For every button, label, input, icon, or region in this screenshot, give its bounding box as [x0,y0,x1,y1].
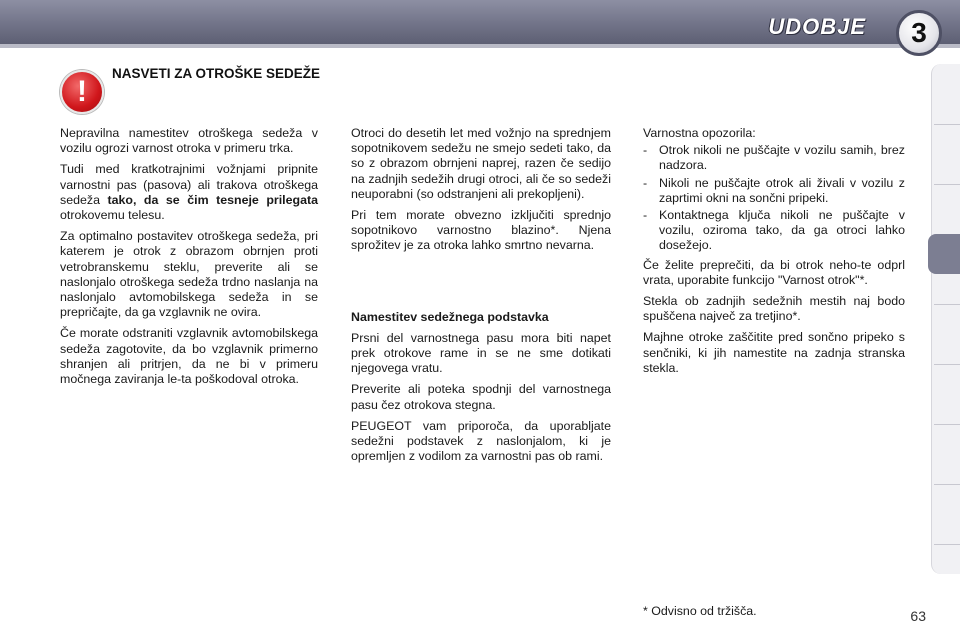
header-divider [0,44,960,48]
chapter-tab[interactable] [934,484,960,485]
chapter-tab[interactable] [934,124,960,125]
chapter-tab[interactable] [934,364,960,365]
text-column-3 [643,126,905,382]
chapter-tab-active[interactable] [928,234,960,274]
text-column-2 [351,126,611,470]
exclamation-warning-icon: ! [60,70,104,114]
paragraph: Majhne otroke zaščitite pred sončno pripeko s senčniki, ki jih namestite na zadnja stranska stekla. [643,330,905,375]
list-item: - Nikoli ne puščajte otrok ali živali v vozilu z zaprtimi okni na sončni pripeki. [643,176,905,206]
footnote: * Odvisno od tržišča. [643,604,757,618]
paragraph: PEUGEOT vam priporoča, da uporabljate sedežni podstavek z naslonjalom, ki je opremljen z vodilom za varnostni pas ob rami. [351,418,611,464]
chapter-number: 3 [911,17,927,48]
paragraph: Če želite preprečiti, da bi otrok neho-te odprl vrata, uporabite funkcijo "Varnost otrok"*. [643,257,905,287]
paragraph: Če morate odstraniti vzglavnik avtomobilskega sedeža zagotovite, da bo vzglavnik primerno shranjen ali pritrjen, da ne bi v primeru močnega zaviranja le-ta poškodoval otroka. [60,326,318,387]
list-item: - Kontaktnega ključa nikoli ne puščajte v vozilu, oziroma tako, da ga otroci lahko dosežejo. [643,208,905,254]
chapter-tabs-rail [931,64,960,574]
paragraph: Prsni del varnostnega pasu mora biti napet prek otrokove rame in se ne sme dotikati njegovega vratu. [351,330,611,376]
chapter-tab[interactable] [934,184,960,185]
paragraph: Tudi med kratkotrajnimi vožnjami pripnite varnostni pas (pasova) ali trakova otroškega sedeža tako, da se čim tesneje prilegata otrokovemu telesu. [60,162,318,223]
chapter-tab[interactable] [934,544,960,545]
emphasis: tako, da se čim tesneje prilegata [107,192,318,207]
paragraph: Nepravilna namestitev otroškega sedeža v vozilu ogrozi varnost otroka v primeru trka. [60,126,318,156]
paragraph: Stekla ob zadnjih sedežnih mestih naj bodo spuščena največ za tretjino*. [643,294,905,324]
subheading: Namestitev sedežnega podstavka [351,309,549,324]
warning-list [643,143,905,253]
chapter-badge [896,10,942,56]
page-number: 63 [910,608,926,624]
paragraph: Otroci do desetih let med vožnjo na sprednjem sopotnikovem sedežu ne smejo sedeti tako, da so z obrazom obrnjeni naprej, razen če sedijo na zadnjih sedežih drugi otroci, ali če so sedeži neuporabni (so odstranjeni ali prekopljeni). [351,126,611,201]
chapter-tab[interactable] [934,304,960,305]
chapter-tab[interactable] [934,424,960,425]
chapter-title: UDOBJE [768,14,866,39]
paragraph: Pri tem morate obvezno izključiti sprednjo sopotnikovo varnostno blazino*. Njena sprožitev je za otroka lahko smrtno nevarna. [351,208,611,253]
paragraph: Preverite ali poteka spodnji del varnostnega pasu čez otrokova stegna. [351,382,611,412]
section-title: NASVETI ZA OTROŠKE SEDEŽE [112,66,321,81]
text-column-1 [60,126,318,393]
list-item: - Otrok nikoli ne puščajte v vozilu samih, brez nadzora. [643,143,905,173]
paragraph: Za optimalno postavitev otroškega sedeža, pri katerem je otrok z obrazom obrnjen proti vetrobranskemu steklu, preverite ali se naslonjalo otroškega sedeža trdno naslanja na naslonjalo avtomobilskega sedeža in se prepričajte, da ga vzglavnik ne ovira. [60,229,318,320]
paragraph: Varnostna opozorila: [643,126,756,140]
